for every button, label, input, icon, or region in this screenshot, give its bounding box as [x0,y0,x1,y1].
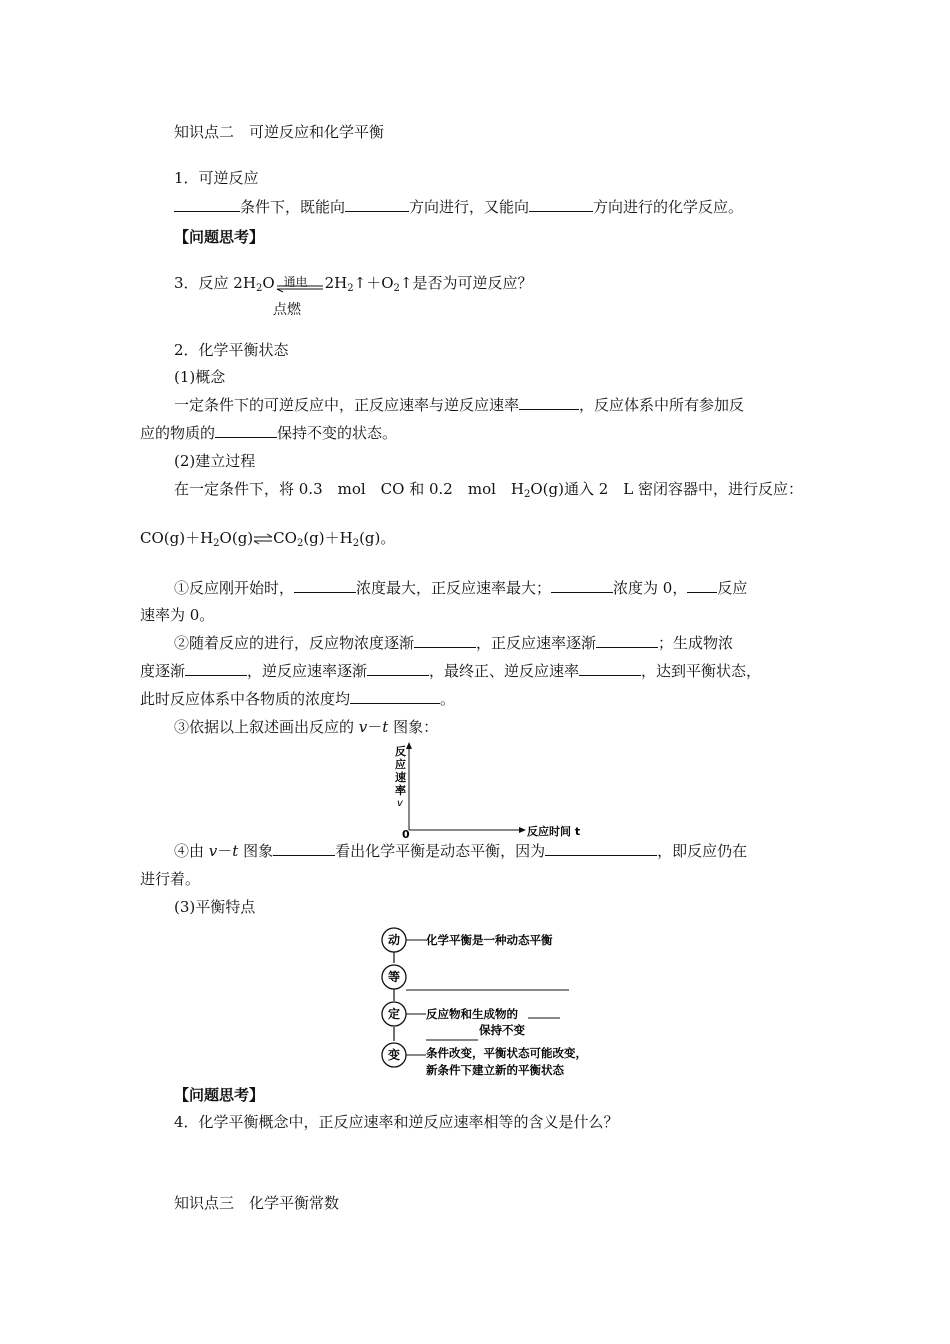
question-3: 3．反应 $2H_2O$ 通电 $2H_2↑+O_2↑$是否为可逆反应？ [174,274,533,294]
section-title: 知识点三 化学平衡常数 [174,1194,340,1212]
graph-ylabel-char: 应 [395,758,406,771]
graph-ylabel-char: 速 [395,771,406,784]
point-1-line-1: ①反应刚开始时， 浓度最大，正反应速率最大； 浓度为 0， 反应 [174,579,748,597]
point-3-line: ③依据以上叙述画出反应的 v－t 图象： [174,718,439,736]
reaction-condition-arrow: 通电 [275,274,325,295]
svg-text:等: 等 [387,970,401,984]
answer-blank[interactable] [545,841,657,856]
svg-text:条件改变，平衡状态可能改变，: 条件改变，平衡状态可能改变， [426,1046,587,1060]
answer-blank[interactable] [367,661,429,676]
point-2-line-1: ②随着反应的进行，反应物浓度逐渐 ，正反应速率逐渐 ；生成物浓 [174,634,734,652]
point-4-line-1: ④由 v－t 图象 看出化学平衡是动态平衡，因为 ，即反应仍在 [174,842,748,860]
answer-blank[interactable] [519,395,579,410]
process-line-1: 在一定条件下，将 0.3 mol CO 和 0.2 mol $H_2O(g)$通入 2 L 密闭容器中，进行反应： [174,480,804,500]
features-heading: (3)平衡特点 [174,898,256,916]
answer-blank[interactable] [174,197,240,212]
question-4: 4．化学平衡概念中，正反应速率和逆反应速率相等的含义是什么？ [174,1113,619,1131]
reversible-reaction-heading: 1．可逆反应 [174,169,259,187]
question-think-label: 【问题思考】 [174,228,265,246]
graph-x-axis [409,827,526,833]
svg-text:定: 定 [387,1007,401,1021]
feature-fixed [382,1002,560,1040]
answer-blank[interactable] [185,661,247,676]
answer-blank[interactable] [596,633,658,648]
concept-line-1: 一定条件下的可逆反应中，正反应速率与逆反应速率 ，反应体系中所有参加反 [174,396,745,414]
equilibrium-arrow-icon [253,532,273,546]
graph-ylabel-char: 率 [395,784,406,797]
feature-change [382,1043,587,1077]
answer-blank[interactable] [215,423,277,438]
answer-blank[interactable] [579,661,641,676]
point-4-line-2: 进行着。 [140,870,201,888]
answer-blank[interactable] [414,633,476,648]
svg-text:化学平衡是一种动态平衡: 化学平衡是一种动态平衡 [426,933,553,947]
answer-blank[interactable] [551,578,613,593]
section-title: 知识点二 可逆反应和化学平衡 [174,123,385,141]
point-2-line-3: 此时反应体系中各物质的浓度均 。 [140,690,456,708]
answer-blank[interactable] [294,578,356,593]
answer-blank[interactable] [350,689,440,704]
reaction-condition-bottom: 点燃 [273,302,301,318]
answer-blank[interactable] [345,197,409,212]
concept-heading: (1)概念 [174,368,226,386]
question-think-label: 【问题思考】 [174,1086,265,1104]
concept-line-2: 应的物质的 保持不变的状态。 [140,424,398,442]
point-2-line-2: 度逐渐 ，逆反应速率逐渐 ，最终正、逆反应速率 ，达到平衡状态， [140,662,762,680]
answer-blank[interactable] [687,578,717,593]
reversible-reaction-definition: 条件下，既能向 方向进行，又能向 方向进行的化学反应。 [174,197,743,217]
graph-ylabel-char: 反 [395,745,406,758]
svg-text:新条件下建立新的平衡状态: 新条件下建立新的平衡状态 [426,1063,564,1077]
answer-blank[interactable] [273,841,335,856]
svg-text:变: 变 [387,1048,401,1062]
reaction-equation: $CO(g)+H_2O(g)$ $CO_2(g)+H_2(g)$。 [140,529,396,549]
vt-graph [385,740,600,840]
svg-text:反应物和生成物的: 反应物和生成物的 [426,1007,518,1021]
process-heading: (2)建立过程 [174,452,256,470]
equilibrium-state-heading: 2．化学平衡状态 [174,341,289,359]
graph-y-axis [406,742,412,830]
point-1-line-2: 速率为 0。 [140,606,215,624]
svg-text:动: 动 [387,933,401,947]
graph-origin-label: 0 [402,828,410,840]
answer-blank[interactable] [529,197,593,212]
graph-ylabel-char: v [397,798,403,809]
graph-x-label: 反应时间 t [527,825,581,838]
feature-dynamic [382,928,553,952]
feature-equal [382,965,569,990]
svg-text:保持不变: 保持不变 [479,1023,525,1037]
features-diagram [370,922,620,1082]
